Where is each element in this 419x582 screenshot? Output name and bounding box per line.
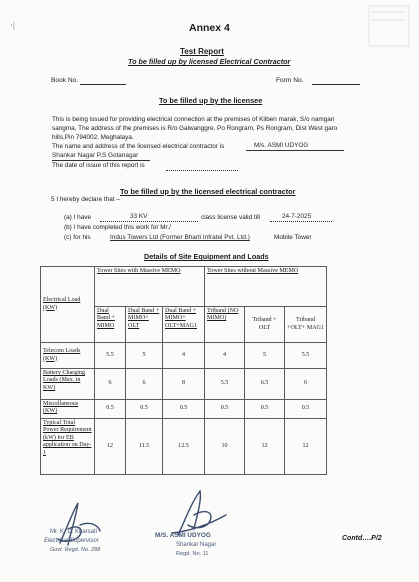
table-cell: 10	[205, 419, 245, 475]
supervisor-stamp-regd: Govt. Regd. No. 288	[50, 547, 101, 553]
table-cell: 0.5	[95, 400, 126, 419]
header-group-without-memo: Tower Sites without Massive MEMO	[205, 267, 327, 307]
table-cell: 6	[285, 369, 327, 400]
table-cell: 4	[205, 343, 245, 369]
table-cell: 12	[95, 419, 126, 475]
table-cell: 11.5	[126, 419, 163, 475]
column-header: Dual Band + MIMO+ OLT+MAG1	[163, 307, 205, 343]
supervisor-stamp-name: Mr. K. D. Kharsati	[50, 529, 98, 535]
item-a-mid: class license valid till	[201, 214, 260, 221]
form-no-label: Form No.	[276, 77, 304, 84]
row-label: Miscellaneous (KW)	[41, 400, 95, 419]
contractor-stamp-address: Shankar Nagar	[176, 542, 217, 548]
table-cell: 6	[95, 369, 126, 400]
table-cell: 0.5	[163, 400, 205, 419]
bleed-through-marks	[357, 0, 417, 70]
premises-line-3: hills,Pin 794002, Meghalaya.	[52, 134, 134, 141]
table-cell: 0.5	[205, 400, 245, 419]
site-equipment-table	[40, 266, 327, 475]
supervisor-signature	[40, 495, 130, 555]
table-row	[41, 400, 327, 419]
book-no-label: Book No.	[51, 77, 79, 84]
row-label: Telecom Loads (KW)	[41, 343, 95, 369]
column-header: Triband + OLT	[245, 307, 285, 343]
book-no-field	[80, 84, 126, 85]
declare-line: 5 I hereby declare that –	[51, 196, 120, 203]
table-cell: 6.5	[245, 369, 285, 400]
continued-note: Contd….P/2	[342, 535, 382, 542]
contractor-heading: To be filled up by the licensed electrical contractor	[120, 187, 296, 196]
item-a-prefix: (a) I have	[64, 214, 91, 221]
license-class-line	[100, 221, 198, 222]
item-b: (b) I have completed this work for Mr./	[64, 224, 171, 231]
license-valid-date: 24-7-2025	[282, 213, 312, 220]
table-cell: 5.5	[205, 369, 245, 400]
report-subtitle: To be filled up by licensed Electrical Contractor	[128, 57, 291, 66]
table-cell: 5	[245, 343, 285, 369]
table-cell: 12.5	[163, 419, 205, 475]
contractor-stamp-name: M/S. ASMI UDYOG	[155, 532, 211, 539]
contractor-name-line	[246, 150, 344, 151]
column-header: Triband (NO MIMO)	[205, 307, 245, 343]
annex-title: Annex 4	[189, 22, 230, 34]
table-cell: 0.5	[126, 400, 163, 419]
supervisor-stamp-title: Electrical Supervisor	[44, 538, 99, 544]
table-cell: 6	[126, 369, 163, 400]
license-valid-line	[270, 221, 332, 222]
contractor-signature	[160, 485, 250, 550]
issue-date-field	[166, 170, 238, 171]
table-cell: 4	[163, 343, 205, 369]
item-c-suffix: Mobile Tower	[274, 234, 312, 241]
table-cell: 5.5	[285, 343, 327, 369]
contractor-name: M/s. ASMI UDYOG	[254, 142, 309, 149]
form-no-field	[312, 84, 360, 85]
report-title: Test Report	[180, 47, 224, 56]
premises-line-2: sangma, The address of the premises is R/o Galwanggre, Po Rongram, Ps Rongram, Dist West garo	[52, 125, 338, 132]
equipment-table-heading: Details of Site Equipment and Loads	[144, 252, 269, 261]
contractor-address-line	[52, 160, 150, 161]
work-for-company: Indus Towers Ltd (Former Bharti Infratel Pvt. Ltd.)	[110, 234, 250, 241]
table-row	[41, 369, 327, 400]
table-cell: 0.5	[245, 400, 285, 419]
header-electrical-load: Electrical Load (KW)	[41, 267, 95, 343]
premises-line-1: This is being issued for providing electrical connection at the premises of Kilben marak, S/o namgan	[52, 116, 335, 123]
table-cell: 5.5	[95, 343, 126, 369]
issue-date-label: The date of issue of this report is	[52, 162, 145, 169]
table-row	[41, 343, 327, 369]
contractor-stamp-regd: Regd. No. 11	[176, 551, 209, 557]
contractor-label: The name and address of the licensed electrical contractor is	[52, 143, 225, 150]
row-label: Typical Total Power Requirement (kW) for EB application on Day-1	[41, 419, 95, 475]
item-c-prefix: (c) for his	[64, 234, 91, 241]
table-cell: 12	[285, 419, 327, 475]
column-header: Dual Band + MIMO+ OLT	[126, 307, 163, 343]
column-header: Dual Band + MIMO	[95, 307, 126, 343]
contractor-address: Shankar Nagar P.S Gotanagar	[52, 152, 139, 159]
table-cell: 8	[163, 369, 205, 400]
header-group-with-memo: Tower Sites with Massive MEMO	[95, 267, 205, 307]
column-header: Triband +OLT+ MAG1	[285, 307, 327, 343]
licensee-heading: To be filled up by the licensee	[159, 96, 263, 105]
table-cell: 12	[245, 419, 285, 475]
table-cell: 5	[126, 343, 163, 369]
table-row	[41, 419, 327, 475]
row-label: Battery Charging Loads (Max. in KW)	[41, 369, 95, 400]
license-class: 33 KV	[130, 213, 148, 220]
fold-mark: ·|	[10, 20, 15, 30]
table-cell: 0.5	[285, 400, 327, 419]
